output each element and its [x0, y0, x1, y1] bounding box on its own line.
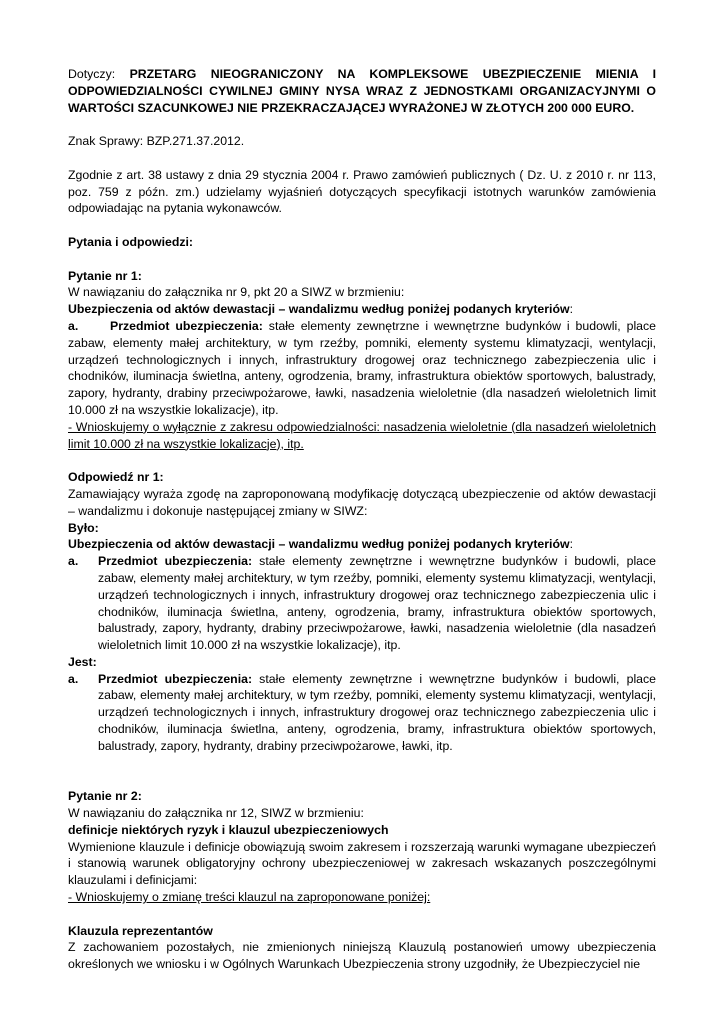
question-2-request: - Wnioskujemy o zmianę treści klauzul na zaproponowane poniżej: — [68, 890, 431, 905]
answer-1-was-item — [68, 553, 656, 654]
answer-1-was-section-line: Ubezpieczenia od aktów dewastacji – wandalizmu według poniżej podanych kryteriów: — [68, 537, 573, 552]
answer-1-was-label: Było: — [68, 520, 99, 535]
answer-1-heading: Odpowiedź nr 1: — [68, 470, 164, 485]
question-1-section-line: Ubezpieczenia od aktów dewastacji – wandalizmu według poniżej podanych kryteriów: — [68, 302, 573, 317]
intro-paragraph: Zgodnie z art. 38 ustawy z dnia 29 stycznia 2004 r. Prawo zamówień publicznych ( Dz. U. z 2010 r. nr 113, poz. 759 z późn. zm.) udzielamy wyjaśnień dotyczących specyfikacji istotnych warunków zamówienia odpowiadając na pytania wykonawców. — [68, 167, 656, 216]
item-marker: a. — [68, 671, 79, 686]
question-1-heading: Pytanie nr 1: — [68, 268, 142, 283]
question-2-heading: Pytanie nr 2: — [68, 789, 142, 804]
question-2-text: Wymienione klauzule i definicje obowiązują swoim zakresem i rozszerzają warunki wymagane ubezpieczeń i stanowią warunek obligatoryjny ochrony ubezpieczeniowej w zakresach wskazanych poszczególnymi klauzulami i definicjami: — [68, 839, 656, 888]
item-label: Przedmiot ubezpieczenia: — [110, 318, 263, 333]
question-1-request: - Wnioskujemy o wyłącznie z zakresu odpowiedzialności: nasadzenia wieloletnie (dla nasadzeń wieloletnich limit 10.000 zł na wszystkie lokalizacje), itp. — [68, 419, 656, 451]
answer-1-is-item — [68, 671, 656, 755]
item-label: Przedmiot ubezpieczenia: — [98, 554, 253, 569]
item-marker: a. — [68, 318, 79, 333]
clause-text: Z zachowaniem pozostałych, nie zmienionych niniejszą Klauzulą postanowień umowy ubezpieczenia określonych we wniosku i w Ogólnych Warunkach Ubezpieczenia strony uzgodniły, że Ubezpieczyciel nie — [68, 940, 656, 972]
item-text: stałe elementy zewnętrzne i wewnętrzne budynków i budowli, place zabaw, elementy małej architektury, w tym rzeźby, pomniki, elementy systemu klimatyzacji, wentylacji, urządzeń technologicznych i innych, infrastruktury drogowej oraz technicznego zabezpieczenia ulic i chodników, iluminacja świetlna, anteny, ogrodzenia, bramy, infrastruktura obiektów sportowych, balustrady, zapory, hydranty, drabiny przeciwpożarowe, ławki, nasadzenia wieloletnie (dla nasadzeń wieloletnich limit 10.000 zł na wszystkie lokalizacje), itp. — [68, 318, 657, 417]
question-2-reference: W nawiązaniu do załącznika nr 12, SIWZ w brzmieniu: — [68, 806, 364, 821]
question-1-item — [68, 318, 656, 419]
question-2-section: definicje niektórych ryzyk i klauzul ubezpieczeniowych — [68, 822, 389, 837]
item-marker: a. — [68, 554, 79, 569]
question-1-section: Ubezpieczenia od aktów dewastacji – wandalizmu według poniżej podanych kryteriów — [68, 302, 570, 317]
clause-heading: Klauzula reprezentantów — [68, 923, 213, 938]
item-text: stałe elementy zewnętrzne i wewnętrzne budynków i budowli, place zabaw, elementy małej architektury, w tym rzeźby, pomniki, elementy systemu klimatyzacji, wentylacji, urządzeń technologicznych i innych, infrastruktury drogowej oraz technicznego zabezpieczenia ulic i chodników, iluminacja świetlna, anteny, ogrodzenia, bramy, infrastruktura obiektów sportowych, balustrady, zapory, hydranty, drabiny przeciwpożarowe, ławki, nasadzenia wieloletnie (dla nasadzeń wieloletnich limit 10.000 zł na wszystkie lokalizacje), itp. — [98, 554, 656, 653]
item-text: stałe elementy zewnętrzne i wewnętrzne budynków i budowli, place zabaw, elementy małej architektury, w tym rzeźby, pomniki, elementy systemu klimatyzacji, wentylacji, urządzeń technologicznych i innych, infrastruktury drogowej oraz technicznego zabezpieczenia ulic i chodników, iluminacja świetlna, anteny, ogrodzenia, bramy, infrastruktura obiektów sportowych, balustrady, zapory, hydranty, drabiny przeciwpożarowe, ławki, itp. — [98, 671, 656, 753]
item-label: Przedmiot ubezpieczenia: — [98, 671, 253, 686]
case-number: Znak Sprawy: BZP.271.37.2012. — [68, 134, 245, 149]
answer-1-text: Zamawiający wyraża zgodę na zaproponowaną modyfikację dotyczącą ubezpieczenie od aktów dewastacji – wandalizmu i dokonuje następującej zmiany w SIWZ: — [68, 486, 656, 518]
subject-paragraph — [68, 66, 656, 116]
subject-title: PRZETARG NIEOGRANICZONY NA KOMPLEKSOWE UBEZPIECZENIE MIENIA I ODPOWIEDZIALNOŚCI CYWILNEJ GMINY NYSA WRAZ Z JEDNOSTKAMI ORGANIZACYJNYMI O WARTOŚCI SZACUNKOWEJ NIE PRZEKRACZAJĄCEJ WYRAŻONEJ W ZŁOTYCH 200 000 EURO. — [68, 67, 656, 115]
subject-label: Dotyczy: — [68, 67, 116, 81]
answer-1-was-section: Ubezpieczenia od aktów dewastacji – wandalizmu według poniżej podanych kryteriów — [68, 537, 570, 552]
qa-heading: Pytania i odpowiedzi: — [68, 234, 194, 249]
answer-1-is-label: Jest: — [68, 654, 97, 669]
question-1-reference: W nawiązaniu do załącznika nr 9, pkt 20 a SIWZ w brzmieniu: — [68, 285, 405, 300]
document-page — [68, 66, 656, 973]
